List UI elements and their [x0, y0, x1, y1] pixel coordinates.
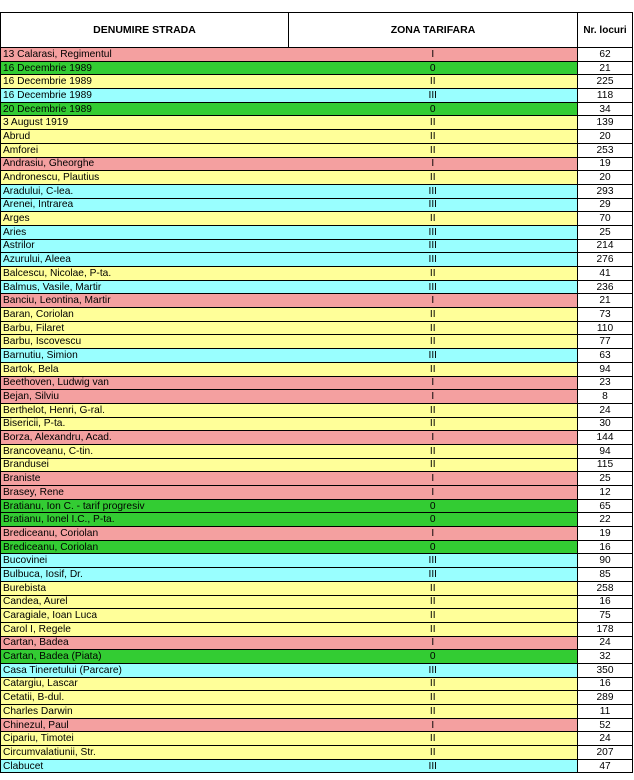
street-name-cell: Circumvalatiunii, Str.: [1, 746, 289, 760]
tariff-zone-cell: II: [289, 143, 578, 157]
street-name-cell: Brediceanu, Coriolan: [1, 527, 289, 541]
places-count-cell: 73: [578, 308, 633, 322]
table-row: [1, 239, 633, 253]
table-row: [1, 267, 633, 281]
tariff-zone-cell: II: [289, 171, 578, 185]
street-name-cell: Braniste: [1, 472, 289, 486]
places-count-cell: 32: [578, 650, 633, 664]
street-name-cell: Catargiu, Lascar: [1, 677, 289, 691]
table-row: [1, 732, 633, 746]
table-row: [1, 650, 633, 664]
table-row: [1, 472, 633, 486]
street-name-cell: Cartan, Badea (Piata): [1, 650, 289, 664]
places-count-cell: 253: [578, 143, 633, 157]
places-count-cell: 118: [578, 89, 633, 103]
street-name-cell: Barnutiu, Simion: [1, 349, 289, 363]
places-count-cell: 258: [578, 581, 633, 595]
street-name-cell: Brasey, Rene: [1, 486, 289, 500]
places-count-cell: 350: [578, 663, 633, 677]
places-count-cell: 52: [578, 718, 633, 732]
table-row: [1, 691, 633, 705]
places-count-cell: 20: [578, 130, 633, 144]
street-name-cell: Casa Tineretului (Parcare): [1, 663, 289, 677]
street-name-cell: Barbu, Iscovescu: [1, 335, 289, 349]
tariff-zone-cell: 0: [289, 650, 578, 664]
table-row: [1, 417, 633, 431]
tariff-zone-cell: II: [289, 362, 578, 376]
tariff-zone-cell: III: [289, 663, 578, 677]
tariff-zone-cell: I: [289, 718, 578, 732]
tariff-zone-cell: II: [289, 308, 578, 322]
table-row: [1, 89, 633, 103]
street-name-cell: Bucovinei: [1, 554, 289, 568]
places-count-cell: 25: [578, 472, 633, 486]
street-name-cell: Bratianu, Ion C. - tarif progresiv: [1, 499, 289, 513]
street-name-cell: Cetatii, B-dul.: [1, 691, 289, 705]
tariff-zone-cell: II: [289, 691, 578, 705]
tariff-zone-cell: II: [289, 267, 578, 281]
table-row: [1, 143, 633, 157]
street-name-cell: Aradului, C-lea.: [1, 184, 289, 198]
places-count-cell: 62: [578, 48, 633, 62]
tariff-zone-cell: II: [289, 609, 578, 623]
table-row: [1, 280, 633, 294]
street-name-cell: Bulbuca, Iosif, Dr.: [1, 568, 289, 582]
tariff-zone-cell: II: [289, 321, 578, 335]
table-row: [1, 636, 633, 650]
table-row: [1, 663, 633, 677]
street-name-cell: Andronescu, Plautius: [1, 171, 289, 185]
street-name-cell: Aries: [1, 225, 289, 239]
places-count-cell: 23: [578, 376, 633, 390]
table-row: [1, 677, 633, 691]
places-count-cell: 24: [578, 732, 633, 746]
places-count-cell: 289: [578, 691, 633, 705]
places-count-cell: 11: [578, 705, 633, 719]
tariff-zone-cell: III: [289, 239, 578, 253]
places-count-cell: 225: [578, 75, 633, 89]
places-count-cell: 65: [578, 499, 633, 513]
table-row: [1, 513, 633, 527]
table-row: [1, 171, 633, 185]
table-row: [1, 335, 633, 349]
tariff-zone-cell: 0: [289, 102, 578, 116]
table-row: [1, 362, 633, 376]
places-count-cell: 16: [578, 540, 633, 554]
table-row: [1, 212, 633, 226]
street-name-cell: Barbu, Filaret: [1, 321, 289, 335]
places-count-cell: 94: [578, 444, 633, 458]
places-count-cell: 21: [578, 294, 633, 308]
tariff-zone-cell: I: [289, 486, 578, 500]
street-name-cell: Clabucet: [1, 759, 289, 773]
header-places-count: Nr. locuri: [578, 13, 633, 48]
table-row: [1, 116, 633, 130]
tariff-zone-cell: II: [289, 622, 578, 636]
table-row: [1, 746, 633, 760]
table-row: [1, 157, 633, 171]
places-count-cell: 115: [578, 458, 633, 472]
table-row: [1, 568, 633, 582]
tariff-zone-cell: I: [289, 527, 578, 541]
table-row: [1, 390, 633, 404]
places-count-cell: 24: [578, 403, 633, 417]
tariff-zone-cell: II: [289, 444, 578, 458]
street-name-cell: Borza, Alexandru, Acad.: [1, 431, 289, 445]
places-count-cell: 75: [578, 609, 633, 623]
table-row: [1, 622, 633, 636]
tariff-zone-cell: II: [289, 130, 578, 144]
street-name-cell: Beethoven, Ludwig van: [1, 376, 289, 390]
tariff-zone-cell: III: [289, 280, 578, 294]
tariff-zone-cell: 0: [289, 499, 578, 513]
tariff-zone-cell: III: [289, 759, 578, 773]
places-count-cell: 25: [578, 225, 633, 239]
parking-table: [0, 12, 633, 773]
table-row: [1, 444, 633, 458]
street-name-cell: Carol I, Regele: [1, 622, 289, 636]
street-name-cell: Abrud: [1, 130, 289, 144]
places-count-cell: 77: [578, 335, 633, 349]
tariff-zone-cell: III: [289, 184, 578, 198]
table-row: [1, 48, 633, 62]
tariff-zone-cell: 0: [289, 61, 578, 75]
places-count-cell: 207: [578, 746, 633, 760]
header-street-name: DENUMIRE STRADA: [1, 13, 289, 48]
street-name-cell: Amforei: [1, 143, 289, 157]
tariff-zone-cell: II: [289, 677, 578, 691]
tariff-zone-cell: II: [289, 335, 578, 349]
street-name-cell: 16 Decembrie 1989: [1, 61, 289, 75]
street-name-cell: Astrilor: [1, 239, 289, 253]
tariff-zone-cell: II: [289, 403, 578, 417]
tariff-zone-cell: I: [289, 48, 578, 62]
tariff-zone-cell: III: [289, 253, 578, 267]
table-row: [1, 759, 633, 773]
places-count-cell: 139: [578, 116, 633, 130]
street-name-cell: Bratianu, Ionel I.C., P-ta.: [1, 513, 289, 527]
tariff-zone-cell: II: [289, 595, 578, 609]
street-name-cell: Arenei, Intrarea: [1, 198, 289, 212]
places-count-cell: 24: [578, 636, 633, 650]
table-row: [1, 554, 633, 568]
places-count-cell: 178: [578, 622, 633, 636]
places-count-cell: 34: [578, 102, 633, 116]
table-row: [1, 403, 633, 417]
table-row: [1, 61, 633, 75]
tariff-zone-cell: II: [289, 746, 578, 760]
tariff-zone-cell: III: [289, 568, 578, 582]
table-row: [1, 595, 633, 609]
street-name-cell: Cipariu, Timotei: [1, 732, 289, 746]
table-row: [1, 376, 633, 390]
places-count-cell: 276: [578, 253, 633, 267]
tariff-zone-cell: II: [289, 458, 578, 472]
header-tariff-zone: ZONA TARIFARA: [289, 13, 578, 48]
places-count-cell: 47: [578, 759, 633, 773]
table-row: [1, 349, 633, 363]
street-name-cell: Cartan, Badea: [1, 636, 289, 650]
table-row: [1, 486, 633, 500]
tariff-zone-cell: I: [289, 157, 578, 171]
tariff-zone-cell: III: [289, 225, 578, 239]
tariff-zone-cell: II: [289, 705, 578, 719]
street-name-cell: Balcescu, Nicolae, P-ta.: [1, 267, 289, 281]
tariff-zone-cell: I: [289, 294, 578, 308]
street-name-cell: Bartok, Bela: [1, 362, 289, 376]
tariff-zone-cell: I: [289, 390, 578, 404]
tariff-zone-cell: I: [289, 431, 578, 445]
places-count-cell: 30: [578, 417, 633, 431]
tariff-zone-cell: I: [289, 636, 578, 650]
tariff-zone-cell: III: [289, 89, 578, 103]
places-count-cell: 63: [578, 349, 633, 363]
places-count-cell: 21: [578, 61, 633, 75]
tariff-zone-cell: I: [289, 472, 578, 486]
table-row: [1, 130, 633, 144]
street-name-cell: 16 Decembrie 1989: [1, 75, 289, 89]
places-count-cell: 110: [578, 321, 633, 335]
tariff-zone-cell: II: [289, 732, 578, 746]
places-count-cell: 19: [578, 157, 633, 171]
street-name-cell: Andrasiu, Gheorghe: [1, 157, 289, 171]
street-name-cell: 3 August 1919: [1, 116, 289, 130]
table-row: [1, 225, 633, 239]
places-count-cell: 236: [578, 280, 633, 294]
table-row: [1, 705, 633, 719]
street-name-cell: 16 Decembrie 1989: [1, 89, 289, 103]
street-name-cell: Brandusei: [1, 458, 289, 472]
street-name-cell: Banciu, Leontina, Martir: [1, 294, 289, 308]
street-name-cell: Azurului, Aleea: [1, 253, 289, 267]
tariff-zone-cell: II: [289, 417, 578, 431]
places-count-cell: 41: [578, 267, 633, 281]
places-count-cell: 29: [578, 198, 633, 212]
places-count-cell: 8: [578, 390, 633, 404]
places-count-cell: 16: [578, 677, 633, 691]
street-name-cell: Brediceanu, Coriolan: [1, 540, 289, 554]
tariff-zone-cell: 0: [289, 540, 578, 554]
places-count-cell: 90: [578, 554, 633, 568]
table-row: [1, 540, 633, 554]
places-count-cell: 22: [578, 513, 633, 527]
street-name-cell: Baran, Coriolan: [1, 308, 289, 322]
street-name-cell: Candea, Aurel: [1, 595, 289, 609]
street-name-cell: 13 Calarasi, Regimentul: [1, 48, 289, 62]
street-name-cell: Burebista: [1, 581, 289, 595]
places-count-cell: 293: [578, 184, 633, 198]
places-count-cell: 20: [578, 171, 633, 185]
street-name-cell: Chinezul, Paul: [1, 718, 289, 732]
table-row: [1, 499, 633, 513]
table-row: [1, 527, 633, 541]
places-count-cell: 85: [578, 568, 633, 582]
places-count-cell: 19: [578, 527, 633, 541]
street-name-cell: Arges: [1, 212, 289, 226]
table-row: [1, 718, 633, 732]
places-count-cell: 12: [578, 486, 633, 500]
places-count-cell: 70: [578, 212, 633, 226]
table-row: [1, 458, 633, 472]
street-name-cell: Balmus, Vasile, Martir: [1, 280, 289, 294]
table-row: [1, 581, 633, 595]
table-row: [1, 102, 633, 116]
table-row: [1, 321, 633, 335]
header-row: [1, 13, 633, 48]
table-row: [1, 184, 633, 198]
tariff-zone-cell: III: [289, 198, 578, 212]
places-count-cell: 94: [578, 362, 633, 376]
tariff-zone-cell: 0: [289, 513, 578, 527]
table-row: [1, 75, 633, 89]
tariff-zone-cell: II: [289, 75, 578, 89]
table-row: [1, 308, 633, 322]
tariff-zone-cell: III: [289, 554, 578, 568]
table-row: [1, 253, 633, 267]
table-body: [1, 48, 633, 773]
street-name-cell: Brancoveanu, C-tin.: [1, 444, 289, 458]
tariff-zone-cell: II: [289, 212, 578, 226]
street-name-cell: Bisericii, P-ta.: [1, 417, 289, 431]
street-name-cell: Berthelot, Henri, G-ral.: [1, 403, 289, 417]
table-row: [1, 609, 633, 623]
table-row: [1, 294, 633, 308]
tariff-zone-cell: I: [289, 376, 578, 390]
tariff-zone-cell: II: [289, 116, 578, 130]
table-row: [1, 431, 633, 445]
street-name-cell: Bejan, Silviu: [1, 390, 289, 404]
places-count-cell: 214: [578, 239, 633, 253]
street-name-cell: 20 Decembrie 1989: [1, 102, 289, 116]
street-name-cell: Caragiale, Ioan Luca: [1, 609, 289, 623]
tariff-zone-cell: II: [289, 581, 578, 595]
street-name-cell: Charles Darwin: [1, 705, 289, 719]
table-row: [1, 198, 633, 212]
places-count-cell: 16: [578, 595, 633, 609]
places-count-cell: 144: [578, 431, 633, 445]
tariff-zone-cell: III: [289, 349, 578, 363]
